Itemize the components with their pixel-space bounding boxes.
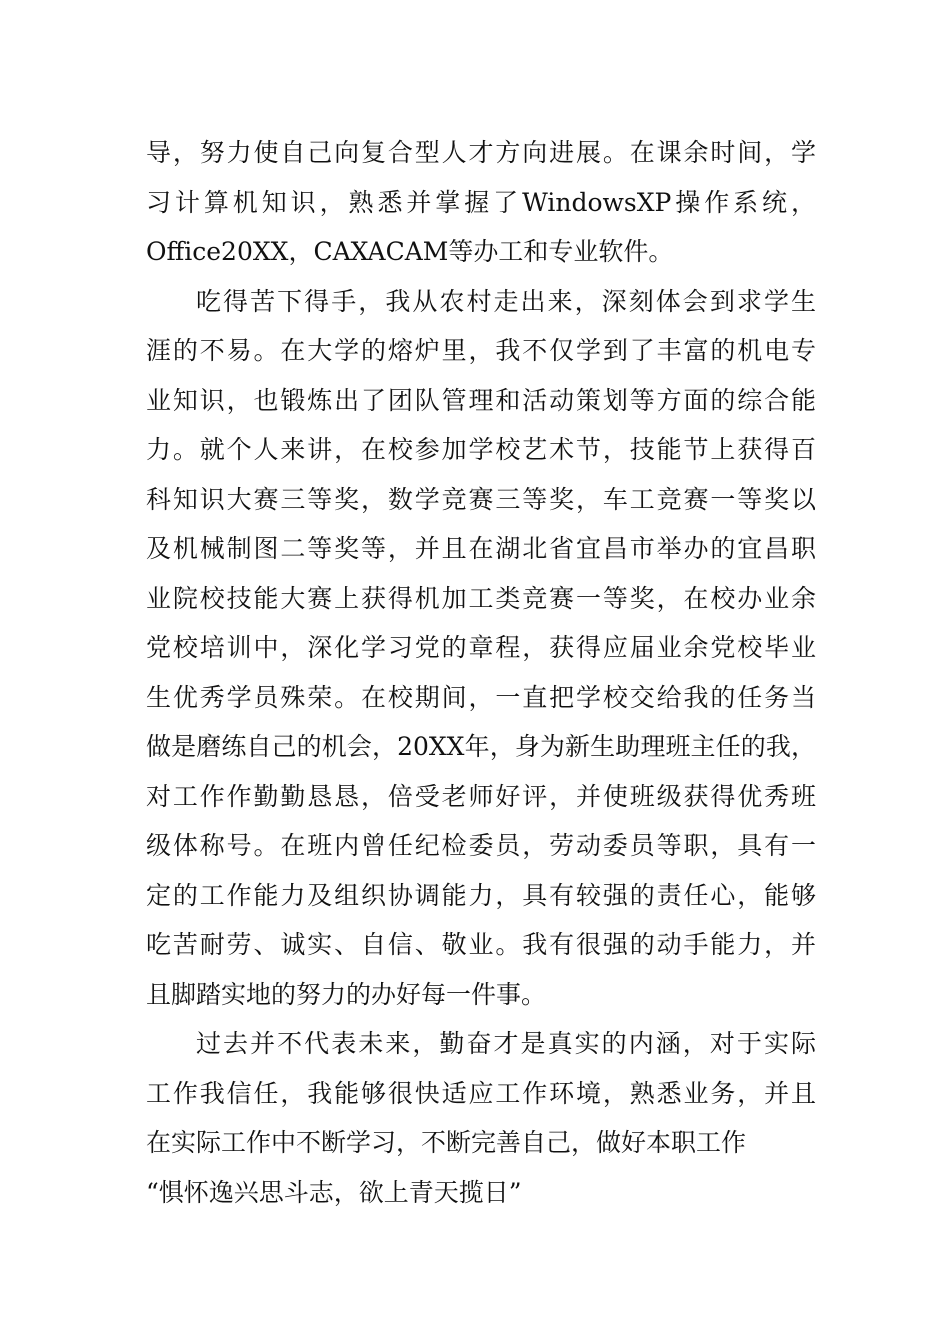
text-line: 工作我信任，我能够很快适应工作环境，熟悉业务，并且 bbox=[146, 1078, 816, 1108]
text-line: 涯的不易。在大学的熔炉里，我不仅学到了丰富的机电专 bbox=[146, 336, 816, 365]
text-line: 业知识，也锻炼出了团队管理和活动策划等方面的综合能 bbox=[146, 385, 816, 415]
text-line: 力。就个人来讲，在校参加学校艺术节，技能节上获得百 bbox=[146, 435, 816, 464]
text-line: 吃得苦下得手，我从农村走出来，深刻体会到求学生 bbox=[196, 286, 816, 316]
text-line: 做是磨练自己的机会，20XX年，身为新生助理班主任的我， bbox=[146, 732, 816, 761]
text-line: 吃苦耐劳、诚实、自信、敬业。我有很强的动手能力，并 bbox=[146, 930, 816, 959]
text-line: 导，努力使自己向复合型人才方向进展。在课余时间，学 bbox=[146, 138, 816, 167]
text-line: “惧怀逸兴思斗志，欲上青天揽日” bbox=[146, 1177, 522, 1207]
text-line: 在实际工作中不断学习，不断完善自己，做好本职工作 bbox=[146, 1128, 747, 1157]
text-line: Office20XX，CAXACAM等办工和专业软件。 bbox=[146, 237, 674, 266]
paragraph-1 bbox=[146, 128, 816, 277]
text-line: 生优秀学员殊荣。在校期间，一直把学校交给我的任务当 bbox=[146, 682, 816, 712]
text-line: 习计算机知识，熟悉并掌握了WindowsXP操作系统， bbox=[146, 187, 816, 217]
text-line: 党校培训中，深化学习党的章程，获得应届业余党校毕业 bbox=[146, 633, 816, 662]
text-line: 业院校技能大赛上获得机加工类竞赛一等奖，在校办业余 bbox=[146, 583, 816, 613]
text-line: 定的工作能力及组织协调能力，具有较强的责任心，能够 bbox=[146, 880, 816, 910]
text-line: 级体称号。在班内曾任纪检委员，劳动委员等职，具有一 bbox=[146, 831, 816, 860]
text-line: 科知识大赛三等奖，数学竞赛三等奖，车工竞赛一等奖以 bbox=[146, 484, 816, 514]
text-line: 过去并不代表未来，勤奋才是真实的内涵，对于实际 bbox=[196, 1029, 816, 1058]
document-body bbox=[146, 128, 816, 1217]
text-line: 对工作作勤勤恳恳，倍受老师好评，并使班级获得优秀班 bbox=[146, 781, 816, 811]
paragraph-3 bbox=[146, 1019, 816, 1217]
text-line: 及机械制图二等奖等，并且在湖北省宜昌市举办的宜昌职 bbox=[146, 534, 816, 563]
text-line: 且脚踏实地的努力的办好每一件事。 bbox=[146, 979, 547, 1009]
paragraph-2 bbox=[146, 277, 816, 1020]
